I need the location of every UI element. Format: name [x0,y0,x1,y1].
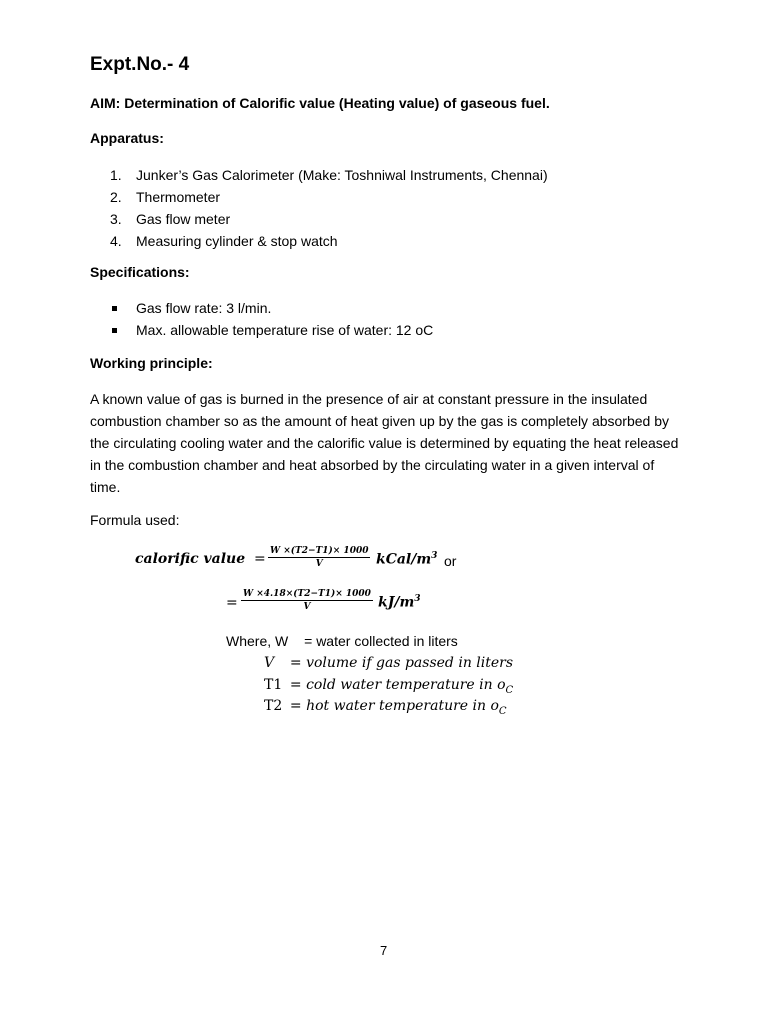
list-number: 2. [110,189,122,205]
bullet-icon [112,328,117,333]
apparatus-list [110,164,548,252]
list-item-text: Measuring cylinder & stop watch [136,233,338,249]
list-item-text: Junker’s Gas Calorimeter (Make: Toshniwal Instruments, Chennai) [136,167,548,183]
where-w-definition: = water collected in liters [304,633,458,649]
formula-heading: Formula used: [90,512,180,528]
fraction-denominator: V [315,559,323,569]
specifications-heading: Specifications: [90,264,190,280]
bullet-icon [112,306,117,311]
list-item [110,208,548,230]
formula-fraction-kcal [268,546,370,569]
unit-text: kJ/m [378,594,415,611]
fraction-denominator: V [303,602,311,612]
list-number: 4. [110,233,122,249]
list-number: 1. [110,167,122,183]
list-item [110,164,548,186]
list-item [110,319,433,341]
unit-kj [378,594,421,611]
fraction-numerator: W ×(T2−T1)× 1000 [270,546,369,556]
symbol: T1 [264,677,283,693]
working-principle-heading: Working principle: [90,355,213,371]
subscript: C [498,705,507,717]
list-item-text: Gas flow rate: 3 l/min. [136,300,272,316]
definition-text: = cold water temperature in o [289,677,506,693]
unit-kcal [376,551,437,568]
paragraph-line: A known value of gas is burned in the presence of air at constant pressure in the insulated [90,391,648,407]
list-number: 3. [110,211,122,227]
list-item [110,297,433,319]
equals-sign: = [254,551,266,567]
symbol: T2 [264,698,283,714]
list-item-text: Thermometer [136,189,221,205]
definition-text: = volume if gas passed in liters [289,655,514,671]
unit-superscript: 3 [431,551,438,561]
where-intro: Where, W [226,633,289,649]
definition-v [264,654,513,671]
formula-lhs: calorific value [135,551,246,567]
list-item [110,230,548,252]
paragraph-line: combustion chamber so as the amount of heat given up by the gas is completely absorbed by [90,413,670,429]
paragraph-line: in the combustion chamber and heat absorbed by the circulating water in a given interval of [90,457,655,473]
where-line [226,633,458,649]
list-item-text: Gas flow meter [136,211,231,227]
paragraph-line: time. [90,479,121,495]
definition-t1 [264,676,513,696]
list-item [110,186,548,208]
symbol: V [264,655,275,671]
fraction-numerator: W ×4.18×(T2−T1)× 1000 [243,589,371,599]
list-item-text: Max. allowable temperature rise of water: 12 oC [136,322,434,338]
working-principle-paragraph [90,388,690,498]
definition-text: = hot water temperature in o [289,698,499,714]
unit-superscript: 3 [414,594,421,604]
page-number: 7 [380,943,388,958]
equals-sign: = [226,595,238,611]
unit-text: kCal/m [376,551,432,568]
definition-t2 [264,697,507,717]
experiment-title: Expt.No.- 4 [90,54,190,75]
subscript: C [505,684,514,696]
apparatus-heading: Apparatus: [90,130,164,146]
aim-heading: AIM: Determination of Calorific value (Heating value) of gaseous fuel. [90,95,550,111]
formula-fraction-kj [241,589,373,612]
paragraph-line: the circulating cooling water and the calorific value is determined by equating the heat released [90,435,679,451]
or-text: or [444,553,457,569]
specifications-list [110,297,433,341]
